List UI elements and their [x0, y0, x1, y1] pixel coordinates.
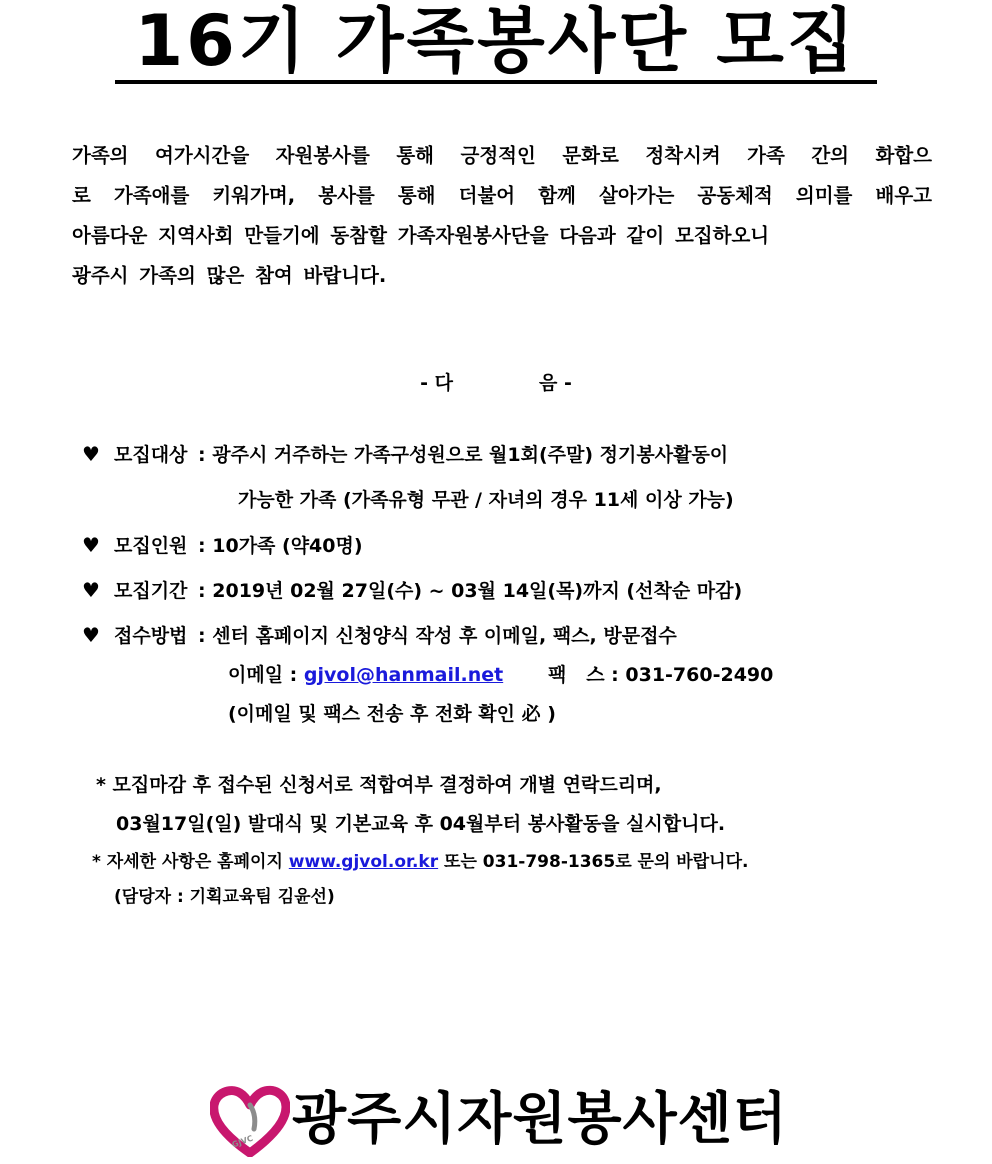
note-2 — [92, 849, 748, 875]
item-target-value: : 광주시 거주하는 가족구성원으로 월1회(주말) 정기봉사활동이 — [198, 444, 729, 466]
item-target — [82, 440, 728, 469]
note-1-line-1: * 모집마감 후 접수된 신청서로 적합여부 결정하여 개별 연락드리며, — [96, 774, 662, 796]
item-period — [82, 576, 742, 605]
logo-mark-text: GJVC — [230, 1133, 255, 1150]
note-2-prefix: * 자세한 사항은 홈페이지 — [92, 852, 283, 872]
item-target-label: 모집대상 — [114, 444, 188, 466]
heart-icon: ♥ — [82, 442, 100, 466]
item-count-label: 모집인원 — [114, 535, 188, 557]
section-heading — [0, 368, 992, 395]
item-method-value: : 센터 홈페이지 신청양식 작성 후 이메일, 팩스, 방문접수 — [198, 625, 677, 647]
section-heading-left: - 다 — [420, 372, 453, 394]
item-method-label: 접수방법 — [114, 625, 188, 647]
fax-number: 031-760-2490 — [625, 664, 774, 686]
item-period-label: 모집기간 — [114, 580, 188, 602]
item-count — [82, 531, 363, 560]
intro-line-4: 광주시 가족의 많은 참여 바랍니다. — [72, 264, 387, 287]
center-logo — [210, 1085, 790, 1155]
intro-line-3: 아름다운 지역사회 만들기에 동참할 가족자원봉사단을 다음과 같이 모집하오니 — [72, 224, 770, 247]
section-heading-right: 음 - — [539, 372, 572, 394]
email-line — [228, 661, 503, 689]
intro-paragraph — [72, 136, 932, 296]
contact-person: (담당자 : 기획교육팀 김윤선) — [114, 887, 335, 907]
item-count-value: : 10가족 (약40명) — [198, 535, 363, 557]
note-2-suffix: 또는 031-798-1365로 문의 바랍니다. — [444, 852, 749, 872]
item-target-cont: 가능한 가족 (가족유형 무관 / 자녀의 경우 11세 이상 가능) — [238, 489, 734, 511]
intro-line-2: 로 가족애를 키워가며, 봉사를 통해 더불어 함께 살아가는 공동체적 의미를 배우고 — [72, 184, 932, 207]
fax-label: 팩 스 : — [548, 664, 619, 686]
center-name: 광주시자원봉사센터 — [292, 1087, 788, 1152]
confirm-notice: (이메일 및 팩스 전송 후 전화 확인 必 ) — [228, 703, 556, 725]
heart-icon: ♥ — [82, 623, 100, 647]
fax-line — [548, 661, 773, 689]
heart-logo-icon — [210, 1085, 290, 1157]
email-label: 이메일 : — [228, 664, 298, 686]
intro-line-1: 가족의 여가시간을 자원봉사를 통해 긍정적인 문화로 정착시켜 가족 간의 화합으 — [72, 144, 932, 167]
heart-icon: ♥ — [82, 533, 100, 557]
item-period-value: : 2019년 02월 27일(수) ~ 03월 14일(목)까지 (선착순 마감) — [198, 580, 743, 602]
page-title: 16기 가족봉사단 모집 — [115, 2, 877, 84]
email-link[interactable]: gjvol@hanmail.net — [303, 664, 504, 686]
note-1-line-2: 03월17일(일) 발대식 및 기본교육 후 04월부터 봉사활동을 실시합니다. — [116, 813, 726, 835]
item-method — [82, 621, 677, 650]
heart-icon: ♥ — [82, 578, 100, 602]
homepage-link[interactable]: www.gjvol.or.kr — [288, 852, 439, 872]
